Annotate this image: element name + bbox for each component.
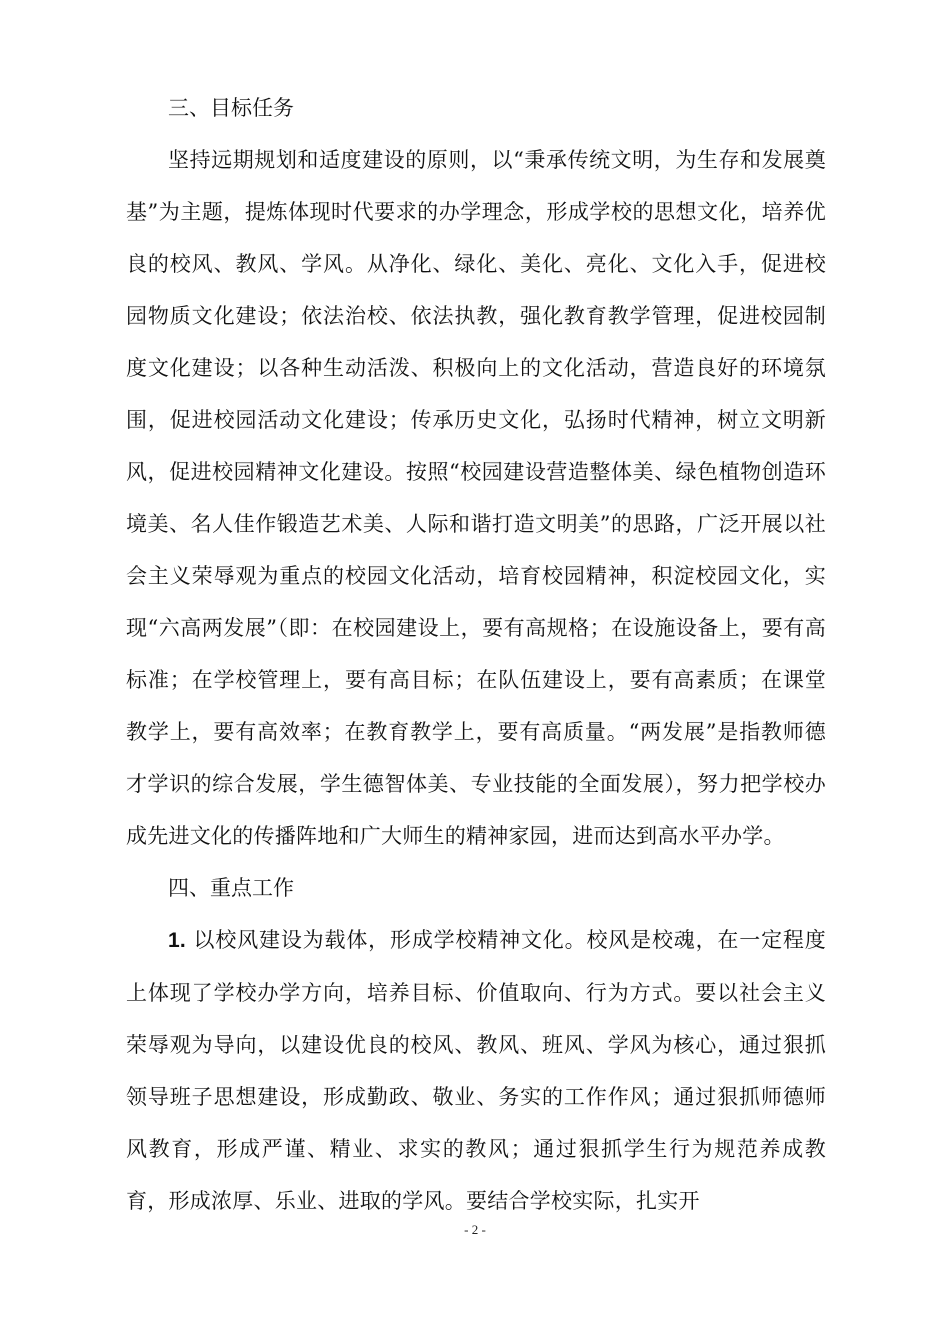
goals-paragraph: 坚持远期规划和适度建设的原则，以“秉承传统文明，为生存和发展奠基”为主题，提炼体现时代要求的办学理念，形成学校的思想文化，培养优良的校风、教风、学风。从净化、绿化、美化、亮化、文化入手，促进校园物质文化建设；依法治校、依法执教，强化教育教学管理，促进校园制度文化建设；以各种生动活泼、积极向上的文化活动，营造良好的环境氛围，促进校园活动文化建设；传承历史文化，弘扬时代精神，树立文明新风，促进校园精神文化建设。按照“校园建设营造整体美、绿色植物创造环境美、名人佳作锻造艺术美、人际和谐打造文明美”的思路，广泛开展以社会主义荣辱观为重点的校园文化活动，培育校园精神，积淀校园文化，实现“六高两发展”（即：在校园建设上，要有高规格；在设施设备上，要有高标准；在学校管理上，要有高目标；在队伍建设上，要有高素质；在课堂教学上，要有高效率；在教育教学上，要有高质量。“两发展”是指教师德才学识的综合发展，学生德智体美、专业技能的全面发展），努力把学校办成先进文化的传播阵地和广大师生的精神家园，进而达到高水平办学。 — [126, 148, 826, 848]
section-heading-key-work: 四、重点工作 — [168, 876, 294, 900]
section-heading-goals: 三、目标任务 — [168, 96, 294, 120]
item-text: 以校风建设为载体，形成学校精神文化。校风是校魂，在一定程度上体现了学校办学方向，培养目标、价值取向、行为方式。要以社会主义荣辱观为导向，以建设优良的校风、教风、班风、学风为核心，通过狠抓领导班子思想建设，形成勤政、敬业、务实的工作作风；通过狠抓师德师风教育，形成严谨、精业、求实的教风；通过狠抓学生行为规范养成教育，形成浓厚、乐业、进取的学风。要结合学校实际，扎实开 — [126, 928, 826, 1213]
item-number: 1. — [168, 929, 187, 952]
page-number: - 2 - — [464, 1222, 486, 1237]
document-page — [126, 82, 826, 1227]
key-work-item-1 — [126, 914, 826, 1227]
